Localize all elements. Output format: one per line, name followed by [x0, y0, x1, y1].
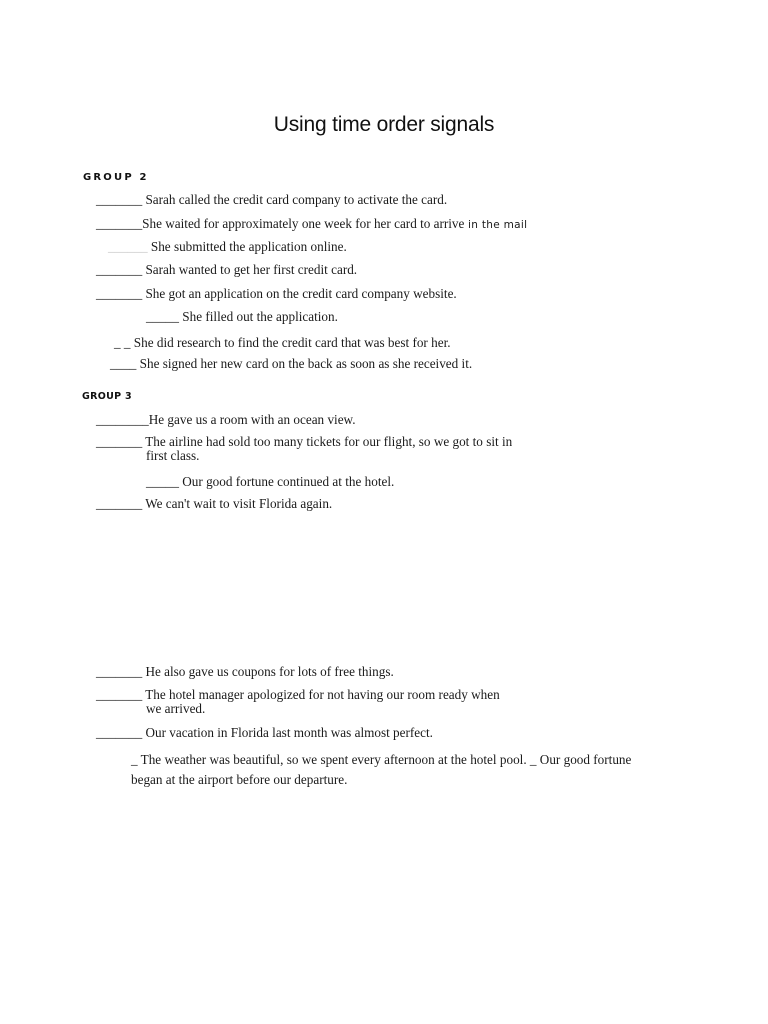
- answer-blank: ________: [96, 412, 149, 427]
- list-item: [96, 726, 433, 740]
- item-text: She did research to find the credit card that was best for her.: [130, 335, 451, 350]
- item-text: The airline had sold too many tickets for our flight, so we got to sit in: [142, 434, 513, 449]
- list-item: [96, 193, 447, 207]
- item-text: He gave us a room with an ocean view.: [148, 412, 356, 427]
- list-item: [108, 240, 347, 254]
- answer-blank: _______: [96, 434, 143, 449]
- item-text: Our good fortune continued at the hotel.: [178, 474, 395, 489]
- answer-blank: ____: [110, 356, 137, 371]
- answer-blank: _______: [96, 286, 143, 301]
- list-item: [96, 287, 457, 301]
- answer-blank: _______: [96, 262, 143, 277]
- answer-blank: _______: [96, 192, 143, 207]
- answer-blank: _____: [146, 309, 179, 324]
- list-item: [146, 310, 338, 324]
- list-item: [96, 435, 512, 449]
- item-text: Our vacation in Florida last month was almost perfect.: [142, 725, 433, 740]
- list-item: [96, 497, 332, 511]
- answer-blank: _______: [96, 496, 143, 511]
- answer-blank: _______: [96, 216, 143, 231]
- item-text: Sarah called the credit card company to activate the card.: [142, 192, 448, 207]
- item-text: The hotel manager apologized for not having our room ready when: [142, 687, 500, 702]
- list-item: [96, 263, 357, 277]
- list-item: [110, 357, 472, 371]
- page-title: Using time order signals: [273, 113, 495, 136]
- answer-blank: ______: [108, 239, 148, 254]
- item-text: She submitted the application online.: [147, 239, 347, 254]
- item-text: He also gave us coupons for lots of free things.: [142, 664, 394, 679]
- item-text: She signed her new card on the back as soon as she received it.: [136, 356, 473, 371]
- answer-blank: _______: [96, 725, 143, 740]
- answer-blank: _______: [96, 687, 143, 702]
- list-item: [96, 665, 394, 679]
- list-item: [96, 217, 527, 232]
- item-text-continuation: we arrived.: [146, 701, 206, 716]
- item-text: She filled out the application.: [178, 309, 338, 324]
- list-item: [146, 475, 394, 489]
- item-text-tail: in the mail: [464, 219, 528, 231]
- item-text: We can't wait to visit Florida again.: [142, 496, 333, 511]
- list-item: [96, 688, 500, 702]
- group-3-label: GROUP 3: [82, 391, 132, 402]
- group-2-label: GROUP 2: [83, 172, 149, 183]
- list-item: [114, 336, 451, 350]
- item-text: Sarah wanted to get her first credit card.: [142, 262, 358, 277]
- list-item: [96, 413, 356, 427]
- item-text: She got an application on the credit card company website.: [142, 286, 457, 301]
- answer-blank: _____: [146, 474, 179, 489]
- answer-blank: _ _: [114, 335, 131, 350]
- item-text: She waited for approximately one week for her card to arrive: [142, 216, 465, 231]
- answer-blank: _______: [96, 664, 143, 679]
- paragraph: _ The weather was beautiful, so we spent every afternoon at the hotel pool. _ Our good fortune began at the airport before our departure.: [131, 752, 632, 787]
- item-text-continuation: first class.: [146, 448, 200, 463]
